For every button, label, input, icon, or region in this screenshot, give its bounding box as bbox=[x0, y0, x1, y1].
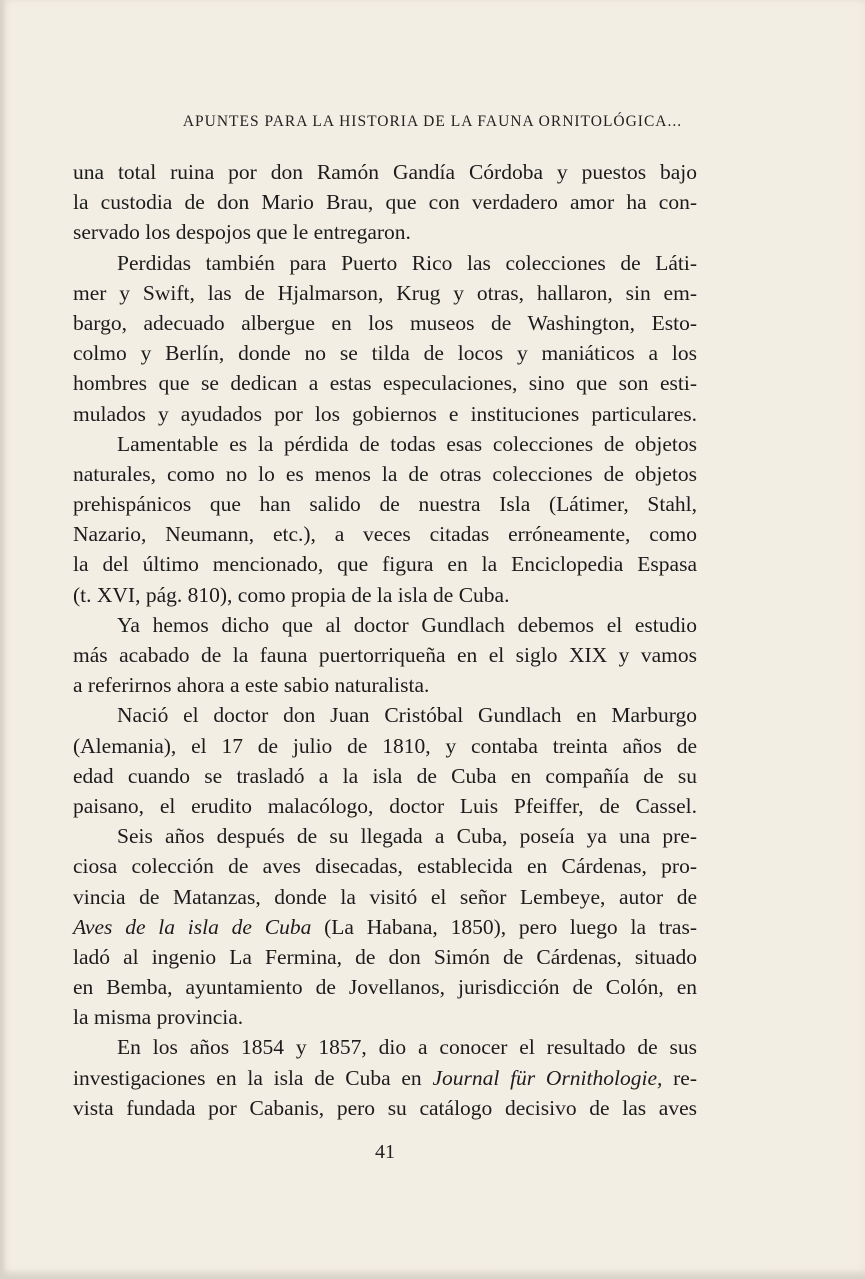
page-number: 41 bbox=[375, 1141, 395, 1163]
text-line bbox=[73, 459, 697, 489]
text-line-content: la custodia de don Mario Brau, que con verdadero amor ha con- bbox=[73, 190, 697, 215]
text-line bbox=[73, 670, 697, 700]
text-line-tail: re- bbox=[662, 1065, 697, 1090]
text-line bbox=[73, 882, 697, 912]
text-line bbox=[73, 851, 697, 881]
text-line bbox=[73, 700, 697, 730]
text-line-content: (t. XVI, pág. 810), como propia de la isla de Cuba. bbox=[73, 582, 510, 607]
text-line bbox=[73, 972, 697, 1002]
text-line bbox=[73, 429, 697, 459]
text-line-content: Nazario, Neumann, etc.), a veces citadas erróneamente, como bbox=[73, 522, 697, 547]
text-line bbox=[73, 157, 697, 187]
text-line-content: en Bemba, ayuntamiento de Jovellanos, jurisdicción de Colón, en bbox=[73, 975, 697, 1000]
text-line-content: vincia de Matanzas, donde la visitó el señor Lembeye, autor de bbox=[73, 884, 697, 909]
text-line bbox=[73, 368, 697, 398]
text-line-content: Perdidas también para Puerto Rico las colecciones de Láti- bbox=[117, 250, 697, 275]
text-line bbox=[73, 489, 697, 519]
text-line-content: colmo y Berlín, donde no se tilda de locos y maniáticos a los bbox=[73, 341, 697, 366]
text-line-content: En los años 1854 y 1857, dio a conocer el resultado de sus bbox=[117, 1035, 697, 1060]
body-text bbox=[73, 157, 697, 1123]
text-line-content: mer y Swift, las de Hjalmarson, Krug y otras, hallaron, sin em- bbox=[73, 280, 697, 305]
text-line bbox=[73, 187, 697, 217]
text-line bbox=[73, 761, 697, 791]
text-line-content: vista fundada por Cabanis, pero su catálogo decisivo de las aves bbox=[73, 1095, 697, 1120]
text-line-content: paisano, el erudito malacólogo, doctor Luis Pfeiffer, de Cassel. bbox=[73, 793, 697, 818]
text-line bbox=[73, 1032, 697, 1062]
text-line bbox=[73, 308, 697, 338]
text-line-content: la misma provincia. bbox=[73, 1005, 244, 1030]
text-line-content: servado los despojos que le entregaron. bbox=[73, 220, 411, 245]
running-head: APUNTES PARA LA HISTORIA DE LA FAUNA ORNITOLÓGICA... bbox=[182, 113, 683, 130]
text-line-content: mulados y ayudados por los gobiernos e instituciones particulares. bbox=[73, 401, 697, 426]
text-line-content: (Alemania), el 17 de julio de 1810, y contaba treinta años de bbox=[73, 733, 697, 758]
text-line bbox=[73, 580, 697, 610]
text-line bbox=[73, 248, 697, 278]
text-line-content: bargo, adecuado albergue en los museos de Washington, Esto- bbox=[73, 310, 697, 335]
text-line bbox=[73, 1093, 697, 1123]
text-line-content: ciosa colección de aves disecadas, establecida en Cárdenas, pro- bbox=[73, 854, 697, 879]
text-line-content: naturales, como no lo es menos la de otras colecciones de objetos bbox=[73, 461, 697, 486]
text-line-content: una total ruina por don Ramón Gandía Córdoba y puestos bajo bbox=[73, 160, 697, 184]
text-line-content: ladó al ingenio La Fermina, de don Simón de Cárdenas, situado bbox=[73, 944, 697, 969]
text-line-content: a referirnos ahora a este sabio naturalista. bbox=[73, 673, 430, 698]
text-line-content: Lamentable es la pérdida de todas esas colecciones de objetos bbox=[117, 431, 697, 456]
text-line bbox=[73, 1063, 697, 1093]
text-line-content: edad cuando se trasladó a la isla de Cuba en compañía de su bbox=[73, 763, 697, 788]
text-line-content: más acabado de la fauna puertorriqueña en el siglo XIX y vamos bbox=[73, 643, 697, 667]
text-line-content: Nació el doctor don Juan Cristóbal Gundlach en Marburgo bbox=[117, 703, 697, 728]
text-line bbox=[73, 821, 697, 851]
text-line bbox=[73, 791, 697, 821]
text-line-content: Ya hemos dicho que al doctor Gundlach debemos el estudio bbox=[117, 612, 697, 637]
text-line-content: prehispánicos que han salido de nuestra Isla (Látimer, Stahl, bbox=[73, 492, 697, 517]
page-bottom-edge-shadow bbox=[0, 1269, 865, 1279]
journal-title-italic: Journal für Ornithologie, bbox=[432, 1065, 663, 1090]
text-line bbox=[73, 549, 697, 579]
text-line bbox=[73, 1002, 697, 1032]
text-line-content: (La Habana, 1850), pero luego la tras- bbox=[311, 914, 697, 939]
text-line-content: investigaciones en la isla de Cuba en bbox=[73, 1065, 433, 1090]
text-line-content: Seis años después de su llegada a Cuba, poseía ya una pre- bbox=[117, 824, 697, 849]
text-line bbox=[73, 338, 697, 368]
text-line bbox=[73, 610, 697, 640]
text-line bbox=[73, 399, 697, 429]
text-line bbox=[73, 519, 697, 549]
text-line bbox=[73, 912, 697, 942]
page-left-edge-shadow bbox=[0, 0, 6, 1279]
text-line bbox=[73, 942, 697, 972]
text-line-content: hombres que se dedican a estas especulaciones, sino que son esti- bbox=[73, 371, 697, 396]
book-title-italic: Aves de la isla de Cuba bbox=[73, 914, 312, 939]
text-line-content: la del último mencionado, que figura en la Enciclopedia Espasa bbox=[73, 552, 697, 577]
text-line bbox=[73, 217, 697, 247]
text-line bbox=[73, 731, 697, 761]
text-line bbox=[73, 278, 697, 308]
text-line bbox=[73, 640, 697, 670]
